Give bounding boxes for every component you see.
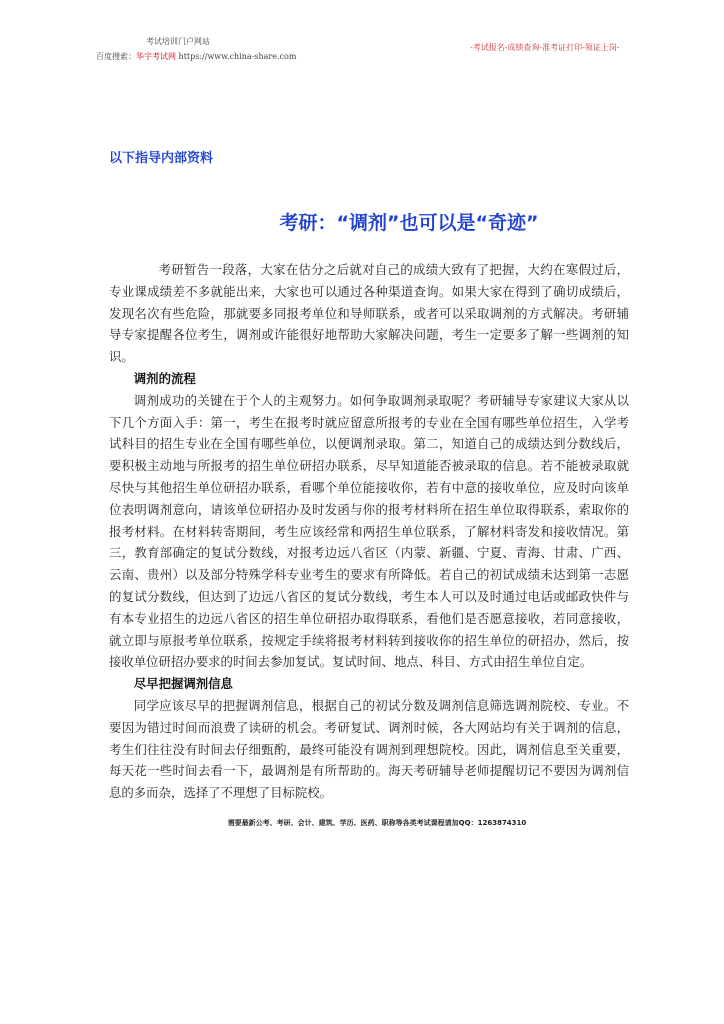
section-heading-info: 尽早把握调剂信息 <box>133 676 233 692</box>
header-site-name: 考试培训门户网站 <box>146 37 210 46</box>
header-links[interactable] <box>470 42 620 53</box>
intro-paragraph: 考研暂告一段落，大家在估分之后就对自己的成绩大致有了把握，大约在寒假过后，专业课成绩差不多就能出来，大家也可以通过各种渠道查询。如果大家在得到了确切成绩后，发现名次有些危险，那就要多同报考单位和导师联系，或者可以采取调剂的方式解决。考研辅导专家提醒各位考生，调剂或许能很好地帮助大家解决问题，考生一定要多了解一些调剂的知识。 <box>109 262 629 365</box>
article-body <box>109 259 629 804</box>
footer-note: 需要最新公考、考研、会计、建筑、学历、医药、职称等各类考试课程请加QQ：1263874310 <box>227 819 527 827</box>
section-heading-process: 调剂的流程 <box>133 370 196 386</box>
article-title: 考研：“调剂”也可以是“奇迹” <box>279 212 539 234</box>
section-text-info: 同学应该尽早的把握调剂信息，根据自己的初试分数及调剂信息筛选调剂院校、专业。不要因为错过时间而浪费了读研的机会。考研复试、调剂时候，各大网站均有关于调剂的信息，考生们往往没有时间去仔细甄酌，最终可能没有调剂到理想院校。因此，调剂信息至关重要，每天花一些时间去看一下，最调剂是有所帮助的。海天考研辅导老师提醒切记不要因为调剂信息的多而杂，选择了不理想了目标院校。 <box>109 697 629 801</box>
header-links-text[interactable]: -考试报名-成绩查询-准考证打印-领证上岗- <box>470 43 620 52</box>
section-subtitle: 以下指导内部资料 <box>109 151 214 166</box>
brand-link[interactable]: 华宇考试网 <box>136 52 176 61</box>
search-prefix: 百度搜索： <box>96 52 136 61</box>
header-search-line <box>96 51 296 62</box>
site-url[interactable]: https://www.china-share.com <box>178 52 297 61</box>
section-text-process: 调剂成功的关键在于个人的主观努力。如何争取调剂录取呢？考研辅导专家建议大家从以下几个方面入手：第一，考生在报考时就应留意所报考的专业在全国有哪些单位招生，入学考试科目的招生专业在全国有哪些单位，以便调剂录取。第二，知道自己的成绩达到分数线后，要积极主动地与所报考的招生单位研招办联系，尽早知道能否被录取的信息。若不能被录取就尽快与其他招生单位研招办联系，看哪个单位能接收你，若有中意的接收单位，应及时向该单位表明调剂意向，请该单位研招办及时发函与你的报考材料所在招生单位取得联系，索取你的报考材料。在材料转寄期间，考生应该经常和两招生单位联系，了解材料寄发和接收情况。第三，教育部确定的复试分数线，对报考边远八省区（内蒙、新疆、宁夏、青海、甘肃、广西、云南、贵州）以及部分特殊学科专业考生的要求有所降低。若自己的初试成绩未达到第一志愿的复试分数线，但达到了边远八省区的复试分数线，考生本人可以及时通过电话或邮政快件与有本专业招生的边远八省区的招生单位研招办取得联系，看他们是否愿意接收，若同意接收，就立即与原报考单位联系，按规定手续将报考材料转到接收你的招生单位的研招办，然后，按接收单位研招办要求的时间去参加复试。复试时间、地点、科目、方式由招生单位自定。 <box>109 392 629 670</box>
